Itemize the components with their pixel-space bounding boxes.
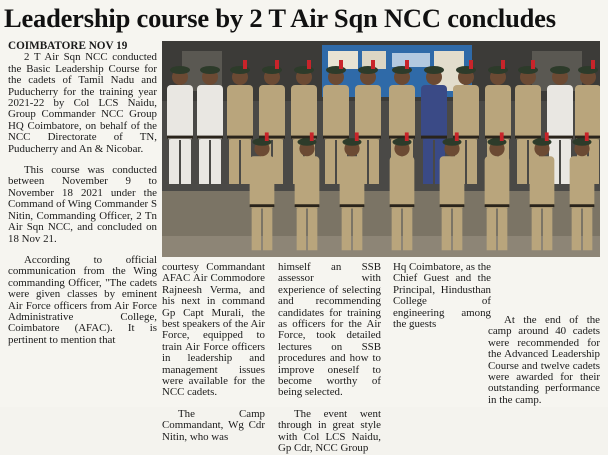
article-column-1	[8, 41, 157, 346]
paragraph: The Camp Commandant, Wg Cdr Nitin, who was	[162, 407, 265, 443]
paragraph: 2 T Air Sqn NCC conducted the Basic Leadership Course for the cadets of Tamil Nadu and Puducherry for the training year 2021-22 by Col LCS Naidu, Group Commander NCC Group HQ Coimbatore, on behalf of the NCC Directorate of TN, Puducherry and An & Nicobar.	[8, 51, 157, 155]
group-photo-image	[162, 41, 600, 257]
paragraph: himself an SSB assessor with experience of selecting and recommending candidates for training as officers for the Air Force, took detailed lectures on SSB procedures and how to improve oneself to become worthy of being selected.	[278, 261, 381, 399]
article-column-2	[162, 262, 265, 443]
article-column-3	[278, 262, 381, 455]
paragraph: courtesy Commandant AFAC Air Commodore Rajneesh Verma, and his next in command Gp Capt Murali, the best speakers of the Air Force, equipped to train Air Force officers in leadership and management issues were available for the NCC cadets.	[162, 261, 265, 399]
article-column-4	[393, 262, 491, 330]
paragraph: At the end of the camp around 40 cadets were recommended for the Advanced Leadership Course and twelve cadets were awarded for their outstanding performance in the camp.	[488, 314, 600, 406]
paragraph: According to official communication from the Wing commanding Officer, "The cadets were given classes by eminent Air Force officers from Air Force Administrative College, Coimbatore (AFAC). It is pertinent to mention that	[8, 253, 157, 346]
paragraph: The event went through in great style with Col LCS Naidu, Gp Cdr, NCC Group	[278, 407, 381, 455]
headline: Leadership course by 2 T Air Sqn NCC concludes	[4, 3, 556, 33]
group-photo	[162, 41, 600, 257]
dateline: COIMBATORE NOV 19	[8, 40, 128, 52]
paragraph: This course was conducted between November 9 to November 18 2021 under the Command of Wing Commander S Nitin, Commanding Officer, 2 Tn Air Sqn NCC, and concluded on 18 Nov 21.	[8, 164, 157, 245]
paragraph: Hq Coimbatore, as the Chief Guest and the Principal, Hindusthan College of engineering among the guests	[393, 261, 491, 331]
article-column-5	[488, 315, 600, 406]
